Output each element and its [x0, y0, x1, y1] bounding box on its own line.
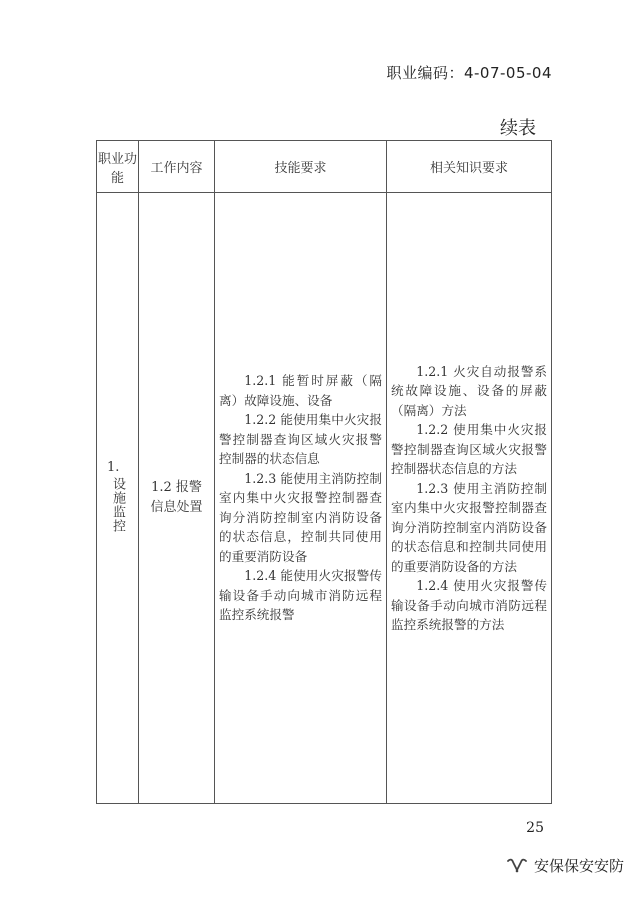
function-cell: [97, 193, 139, 804]
skills-cell: [215, 193, 387, 804]
header-knowledge: 相关知识要求: [387, 141, 552, 193]
skill-requirements-table: [96, 140, 552, 804]
knowledge-cell: [387, 193, 552, 804]
skill-item: 1.2.3 能使用主消防控制室内集中火灾报警控制器查询分消防控制室内消防设备的状态信息，控制共同使用的重要消防设备: [219, 470, 382, 564]
work-content-cell: 1.2 报警信息处置: [139, 193, 215, 804]
wechat-channel-icon: [506, 858, 528, 874]
skill-item: 1.2.1 能暂时屏蔽（隔离）故障设施、设备: [219, 373, 382, 408]
function-name: 设施监控: [110, 476, 125, 533]
skill-item: 1.2.2 能使用集中火灾报警控制器查询区域火灾报警控制器的状态信息: [219, 412, 382, 467]
table-header-row: [97, 141, 552, 193]
knowledge-item: 1.2.1 火灾自动报警系统故障设施、设备的屏蔽（隔离）方法: [391, 363, 547, 418]
skill-item: 1.2.4 能使用火灾报警传输设备手动向城市消防远程监控系统报警: [219, 568, 382, 623]
occupation-code: 职业编码：4-07-05-04: [386, 64, 552, 82]
header-skills: 技能要求: [215, 141, 387, 193]
knowledge-item: 1.2.4 使用火灾报警传输设备手动向城市消防远程监控系统报警的方法: [391, 578, 547, 632]
brand-name: 安保保安安防: [533, 857, 624, 875]
header-function: 职业功能: [97, 141, 139, 193]
table-row: [97, 193, 552, 804]
header-work-content: 工作内容: [139, 141, 215, 193]
knowledge-item: 1.2.3 使用主消防控制室内集中火灾报警控制器查询分消防控制室内消防设备的状态信息和控制共同使用的重要消防设备的方法: [391, 480, 547, 574]
knowledge-item: 1.2.2 使用集中火灾报警控制器查询区域火灾报警控制器状态信息的方法: [391, 422, 547, 476]
brand-watermark: [506, 855, 624, 876]
function-number: 1.: [107, 459, 120, 475]
page-number: 25: [526, 820, 544, 836]
continued-label: 续表: [500, 118, 536, 139]
